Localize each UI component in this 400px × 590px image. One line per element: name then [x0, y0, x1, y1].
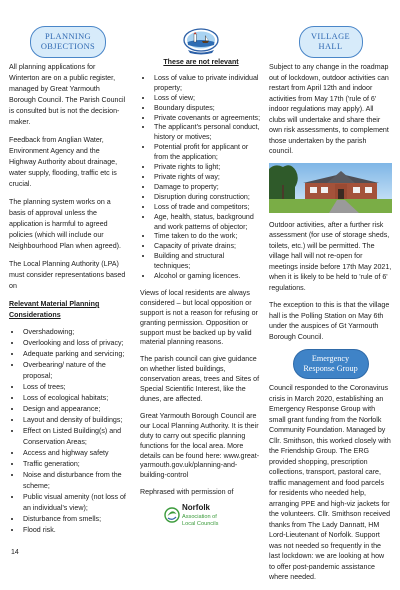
- not-relevant-item: • Age, health, status, background and work patterns of objector;: [153, 213, 262, 233]
- village-hall-photo: [269, 163, 392, 213]
- consideration-item: • Noise and disturbance from the scheme;: [22, 470, 127, 492]
- planning-header-line2: OBJECTIONS: [40, 42, 96, 51]
- consideration-item: • Design and appearance;: [22, 404, 127, 415]
- consideration-item: • Disturbance from smells;: [22, 514, 127, 525]
- not-relevant-item: • Building and structural techniques;: [153, 252, 262, 272]
- not-relevant-item: • The applicant's personal conduct, history or motives;: [153, 123, 262, 143]
- consideration-item: • Overshadowing;: [22, 327, 127, 338]
- norfolk-association-logo: [164, 501, 238, 529]
- consideration-item: • Public visual amenity (not loss of an individual's view);: [22, 492, 127, 514]
- planning-header-line1: PLANNING: [44, 32, 91, 41]
- village-hall-header: [299, 26, 363, 58]
- hall-header-line2: HALL: [318, 42, 343, 51]
- logo-line1: Norfolk: [182, 503, 210, 513]
- parish-crest-icon: [182, 28, 220, 55]
- consideration-item: • Layout and density of buildings;: [22, 415, 127, 426]
- village-hall-column: [269, 26, 392, 590]
- logo-line2: Association of: [182, 514, 217, 521]
- erg-header-line2: Response Group: [303, 364, 358, 373]
- hall-header-line1: VILLAGE: [310, 32, 351, 41]
- consideration-item: • Flood risk.: [22, 525, 127, 536]
- consideration-item: • Adequate parking and servicing;: [22, 349, 127, 360]
- credit-text: Rephrased with permission of: [140, 488, 234, 497]
- not-relevant-item: • Private rights of way;: [153, 173, 262, 183]
- not-relevant-item: • Alcohol or gaming licences.: [153, 272, 262, 282]
- considerations-heading: Relevant Material Planning Considerations: [9, 300, 100, 319]
- planning-paragraph: All planning applications for Winterton are on a public register, managed by Great Yarmouth Borough Council. The Parish Council is consulted but is not the decision-maker.: [9, 63, 126, 126]
- not-relevant-paragraph: The parish council can give guidance on whether listed buildings, conservation areas, trees and Sites of Special Scientific Interest, like the dunes, are affected.: [140, 355, 260, 403]
- not-relevant-item: • Capacity of private drains;: [153, 242, 262, 252]
- not-relevant-item: • Private rights to light;: [153, 163, 262, 173]
- considerations-list: [9, 327, 127, 536]
- not-relevant-item: • Boundary disputes;: [153, 104, 262, 114]
- not-relevant-item: • Loss of trade and competitors;: [153, 203, 262, 213]
- village-hall-paragraph: The exception to this is that the village hall is the Polling Station on May 6th under the auspices of Gt Yarmouth Borough Council.: [269, 301, 390, 341]
- not-relevant-heading: These are not relevant: [163, 58, 239, 66]
- not-relevant-item: • Disruption during construction;: [153, 193, 262, 203]
- planning-paragraph: Feedback from Anglian Water, Environment Agency and the Highway Authority about drainage, water supply, flooding, traffic etc is crucial.: [9, 136, 118, 188]
- logo-line3: Local Councils: [182, 521, 219, 528]
- not-relevant-item: • Loss of value to private individual property;: [153, 74, 262, 94]
- planning-paragraph: The planning system works on a basis of approval unless the application is harmful to agreed policies (which will include our Neighbourhood Plan when agreed).: [9, 198, 122, 250]
- village-hall-paragraph: Subject to any change in the roadmap out of lockdown, outdoor activities can restart from April 12th and indoor activities from May 17th ('rule of 6' indoor regulations may apply). All clubs will undertake and share their own risk assessments, to complement those undertaken by the parish council.: [269, 63, 389, 155]
- not-relevant-item: • Damage to property;: [153, 183, 262, 193]
- erg-paragraph: Council responded to the Coronavirus crisis in March 2020, establishing an Emergency Response Group with small grant funding from the Norfolk Community Foundation. Managed by Cllr. Smithson, this worked closely with the Friendship Group. The ERG provided shopping, prescription collections, transport, pastoral care, traffic management and food parcels for residents who needed help, arranging PPE and high-viz jackets for the volunteers. Cllr. Smithson received thanks from The Lady Dannatt, HM Lord-Lieutenant of Norfolk. Support was not needed so frequently in the last lockdown: we are looking at how to offer post-pandemic assistance where needed.: [269, 384, 391, 581]
- consideration-item: • Effect on Listed Building(s) and Conservation Areas;: [22, 426, 127, 448]
- planning-objections-column: [9, 26, 127, 543]
- village-hall-paragraph: Outdoor activities, after a further risk assessment (for use of storage sheds, toilets, etc.) will be permitted. The village hall will not re-open for meetings inside before 17th May 2021, when it is likely to be held to 'rule of 6' regulations.: [269, 220, 392, 292]
- consideration-item: • Overlooking and loss of privacy;: [22, 338, 127, 349]
- not-relevant-column: [140, 26, 262, 529]
- erg-header-line1: Emergency: [311, 354, 350, 363]
- page-number: 14: [11, 549, 19, 556]
- erg-header: [293, 349, 369, 379]
- not-relevant-item: • Private covenants or agreements;: [153, 114, 262, 124]
- planning-paragraph: The Local Planning Authority (LPA) must consider representations based on: [9, 260, 126, 290]
- not-relevant-paragraph: Views of local residents are always considered – but local opposition or support is not a reason for refusing or granting permission. Opposition or support must be backed up by valid material planning reasons.: [140, 288, 258, 347]
- not-relevant-item: • Loss of view;: [153, 94, 262, 104]
- planning-objections-header: [30, 26, 106, 58]
- not-relevant-list: [140, 74, 262, 282]
- consideration-item: • Access and highway safety: [22, 448, 127, 459]
- not-relevant-item: • Potential profit for applicant or from the application;: [153, 143, 262, 163]
- consideration-item: • Traffic generation;: [22, 459, 127, 470]
- consideration-item: • Loss of trees;: [22, 382, 127, 393]
- not-relevant-item: • Time taken to do the work;: [153, 232, 262, 242]
- not-relevant-paragraph: Great Yarmouth Borough Council are our Local Planning Authority. It is their duty to carry out specific planning functions for the local area. More details can be found here: www.great-yarmouth.gov.uk/planning-and-building-control: [140, 411, 260, 480]
- consideration-item: • Overbearing/ nature of the proposal;: [22, 360, 127, 382]
- consideration-item: • Loss of ecological habitats;: [22, 393, 127, 404]
